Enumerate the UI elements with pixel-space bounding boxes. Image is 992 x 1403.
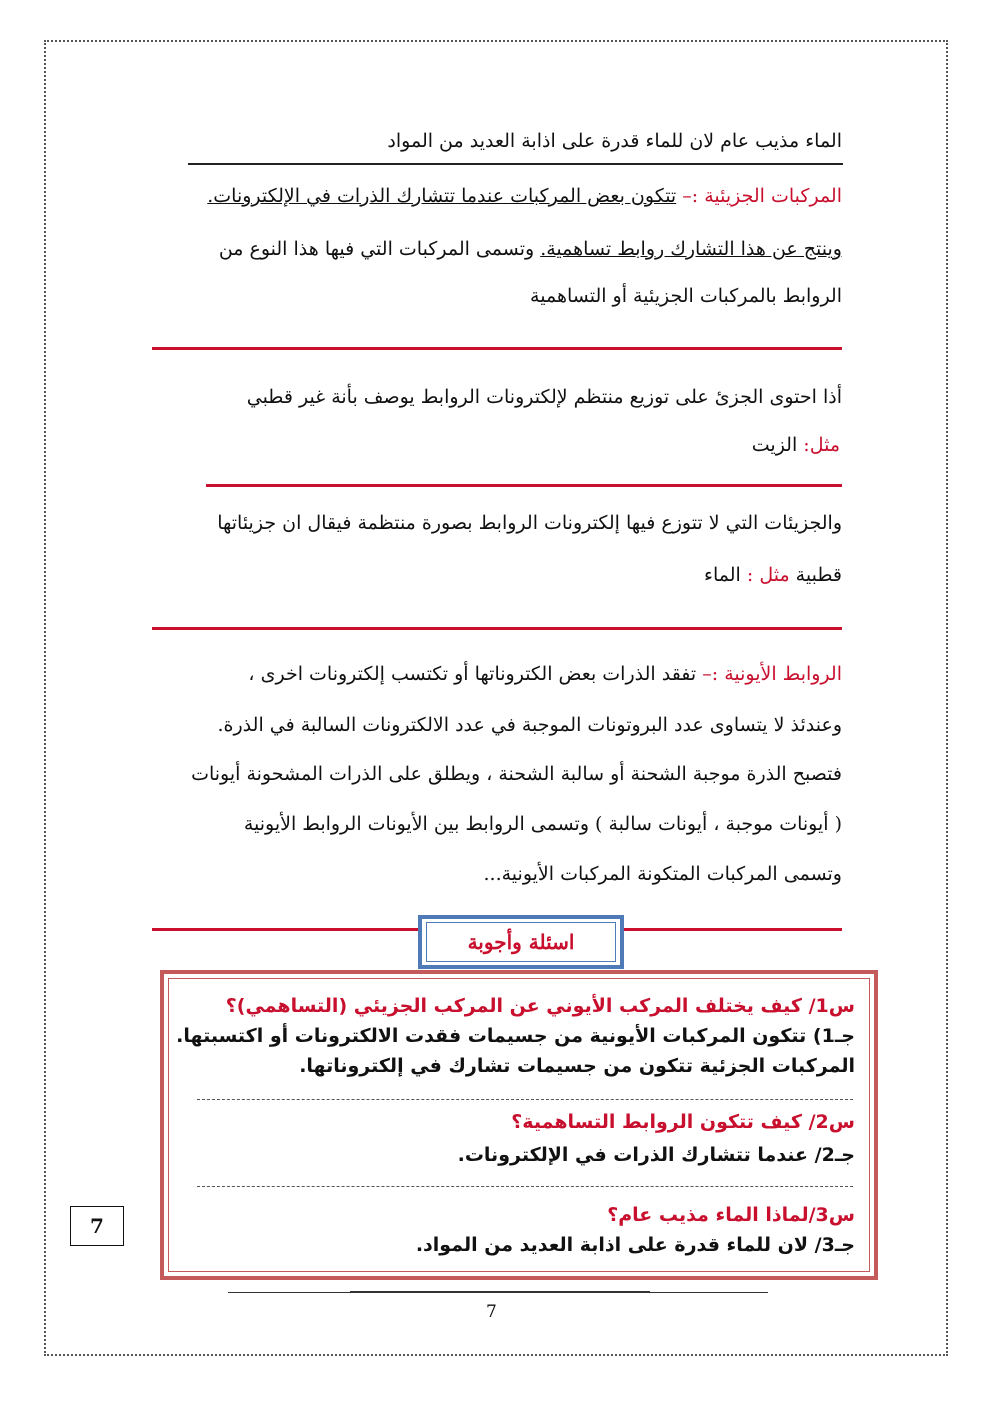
footer-rule-thick	[350, 1291, 650, 1293]
example-label: مثل :	[746, 564, 790, 586]
covalent-bonds-underlined: وينتج عن هذا التشارك روابط تساهمية.	[540, 238, 842, 260]
page-number-box: 7	[70, 1206, 124, 1246]
body-line-covalent: وينتج عن هذا التشارك روابط تساهمية. وتسمى المركبات التي فيها هذا النوع من	[218, 238, 842, 260]
answer-3: جـ3/ لان للماء قدرة على اذابة العديد من المواد.	[415, 1234, 855, 1256]
example-label: مثل:	[803, 434, 840, 456]
red-divider	[206, 484, 842, 487]
answer-2: جـ2/ عندما تتشارك الذرات في الإلكترونات.	[457, 1144, 855, 1166]
footer-page-number: 7	[486, 1302, 497, 1322]
body-line-example-water: قطبية مثل : الماء	[704, 564, 842, 586]
body-line-nonpolar: أذا احتوى الجزئ على توزيع منتظم لإلكترونات الروابط يوصف بأنة غير قطبي	[246, 386, 842, 408]
question-2: س2/ كيف تتكون الروابط التساهمية؟	[511, 1111, 855, 1133]
red-divider	[152, 627, 842, 630]
molecular-compounds-label: المركبات الجزيئية :–	[682, 185, 842, 207]
body-line-bond-names: الروابط بالمركبات الجزيئية أو التساهمية	[530, 285, 842, 307]
body-line-polar: والجزيئات التي لا تتوزع فيها إلكترونات الروابط بصورة منتظمة فيقال ان جزيئاتها	[217, 512, 842, 534]
ionic-bonds-label: الروابط الأيونية :–	[702, 663, 842, 685]
answer-1-line-2: المركبات الجزئية تتكون من جسيمات تشارك في إلكتروناتها.	[299, 1055, 855, 1077]
body-line-ionic-3: فتصبح الذرة موجبة الشحنة أو سالبة الشحنة ، ويطلق على الذرات المشحونة أيونات	[191, 763, 842, 785]
molecular-compounds-def: تتكون بعض المركبات عندما تتشارك الذرات في الإلكترونات.	[207, 185, 677, 207]
body-line-example-oil: مثل: الزيت	[751, 434, 840, 456]
question-3: س3/لماذا الماء مذيب عام؟	[607, 1204, 855, 1226]
dashed-separator	[197, 1099, 853, 1100]
qa-tab	[418, 915, 624, 969]
body-line-ionic-4: ( أيونات موجبة ، أيونات سالبة ) وتسمى الروابط بين الأيونات الروابط الأيونية	[243, 813, 842, 835]
body-line-ionic-5: وتسمى المركبات المتكونة المركبات الأيونية...	[483, 863, 842, 885]
body-line-ionic: الروابط الأيونية :– تفقد الذرات بعض الكتروناتها أو تكتسب إلكترونات اخرى ،	[248, 663, 842, 685]
dashed-separator	[197, 1186, 853, 1187]
qa-tab-title: اسئلة وأجوبة	[426, 922, 616, 962]
qa-box	[160, 970, 878, 1280]
body-line-ionic-2: وعندئذ لا يتساوى عدد البروتونات الموجبة في عدد الالكترونات السالبة في الذرة.	[217, 714, 842, 736]
body-line-molecular-compounds	[207, 185, 842, 207]
question-1: س1/ كيف يختلف المركب الأيوني عن المركب الجزيئي (التساهمي)؟	[225, 995, 855, 1017]
answer-1-line-1: جـ1) تتكون المركبات الأيونية من جسيمات فقدت الالكترونات أو اكتسبتها.	[176, 1025, 855, 1047]
black-rule	[188, 163, 843, 165]
red-divider	[152, 347, 842, 350]
body-line-water-solvent: الماء مذيب عام لان للماء قدرة على اذابة العديد من المواد	[387, 130, 842, 152]
